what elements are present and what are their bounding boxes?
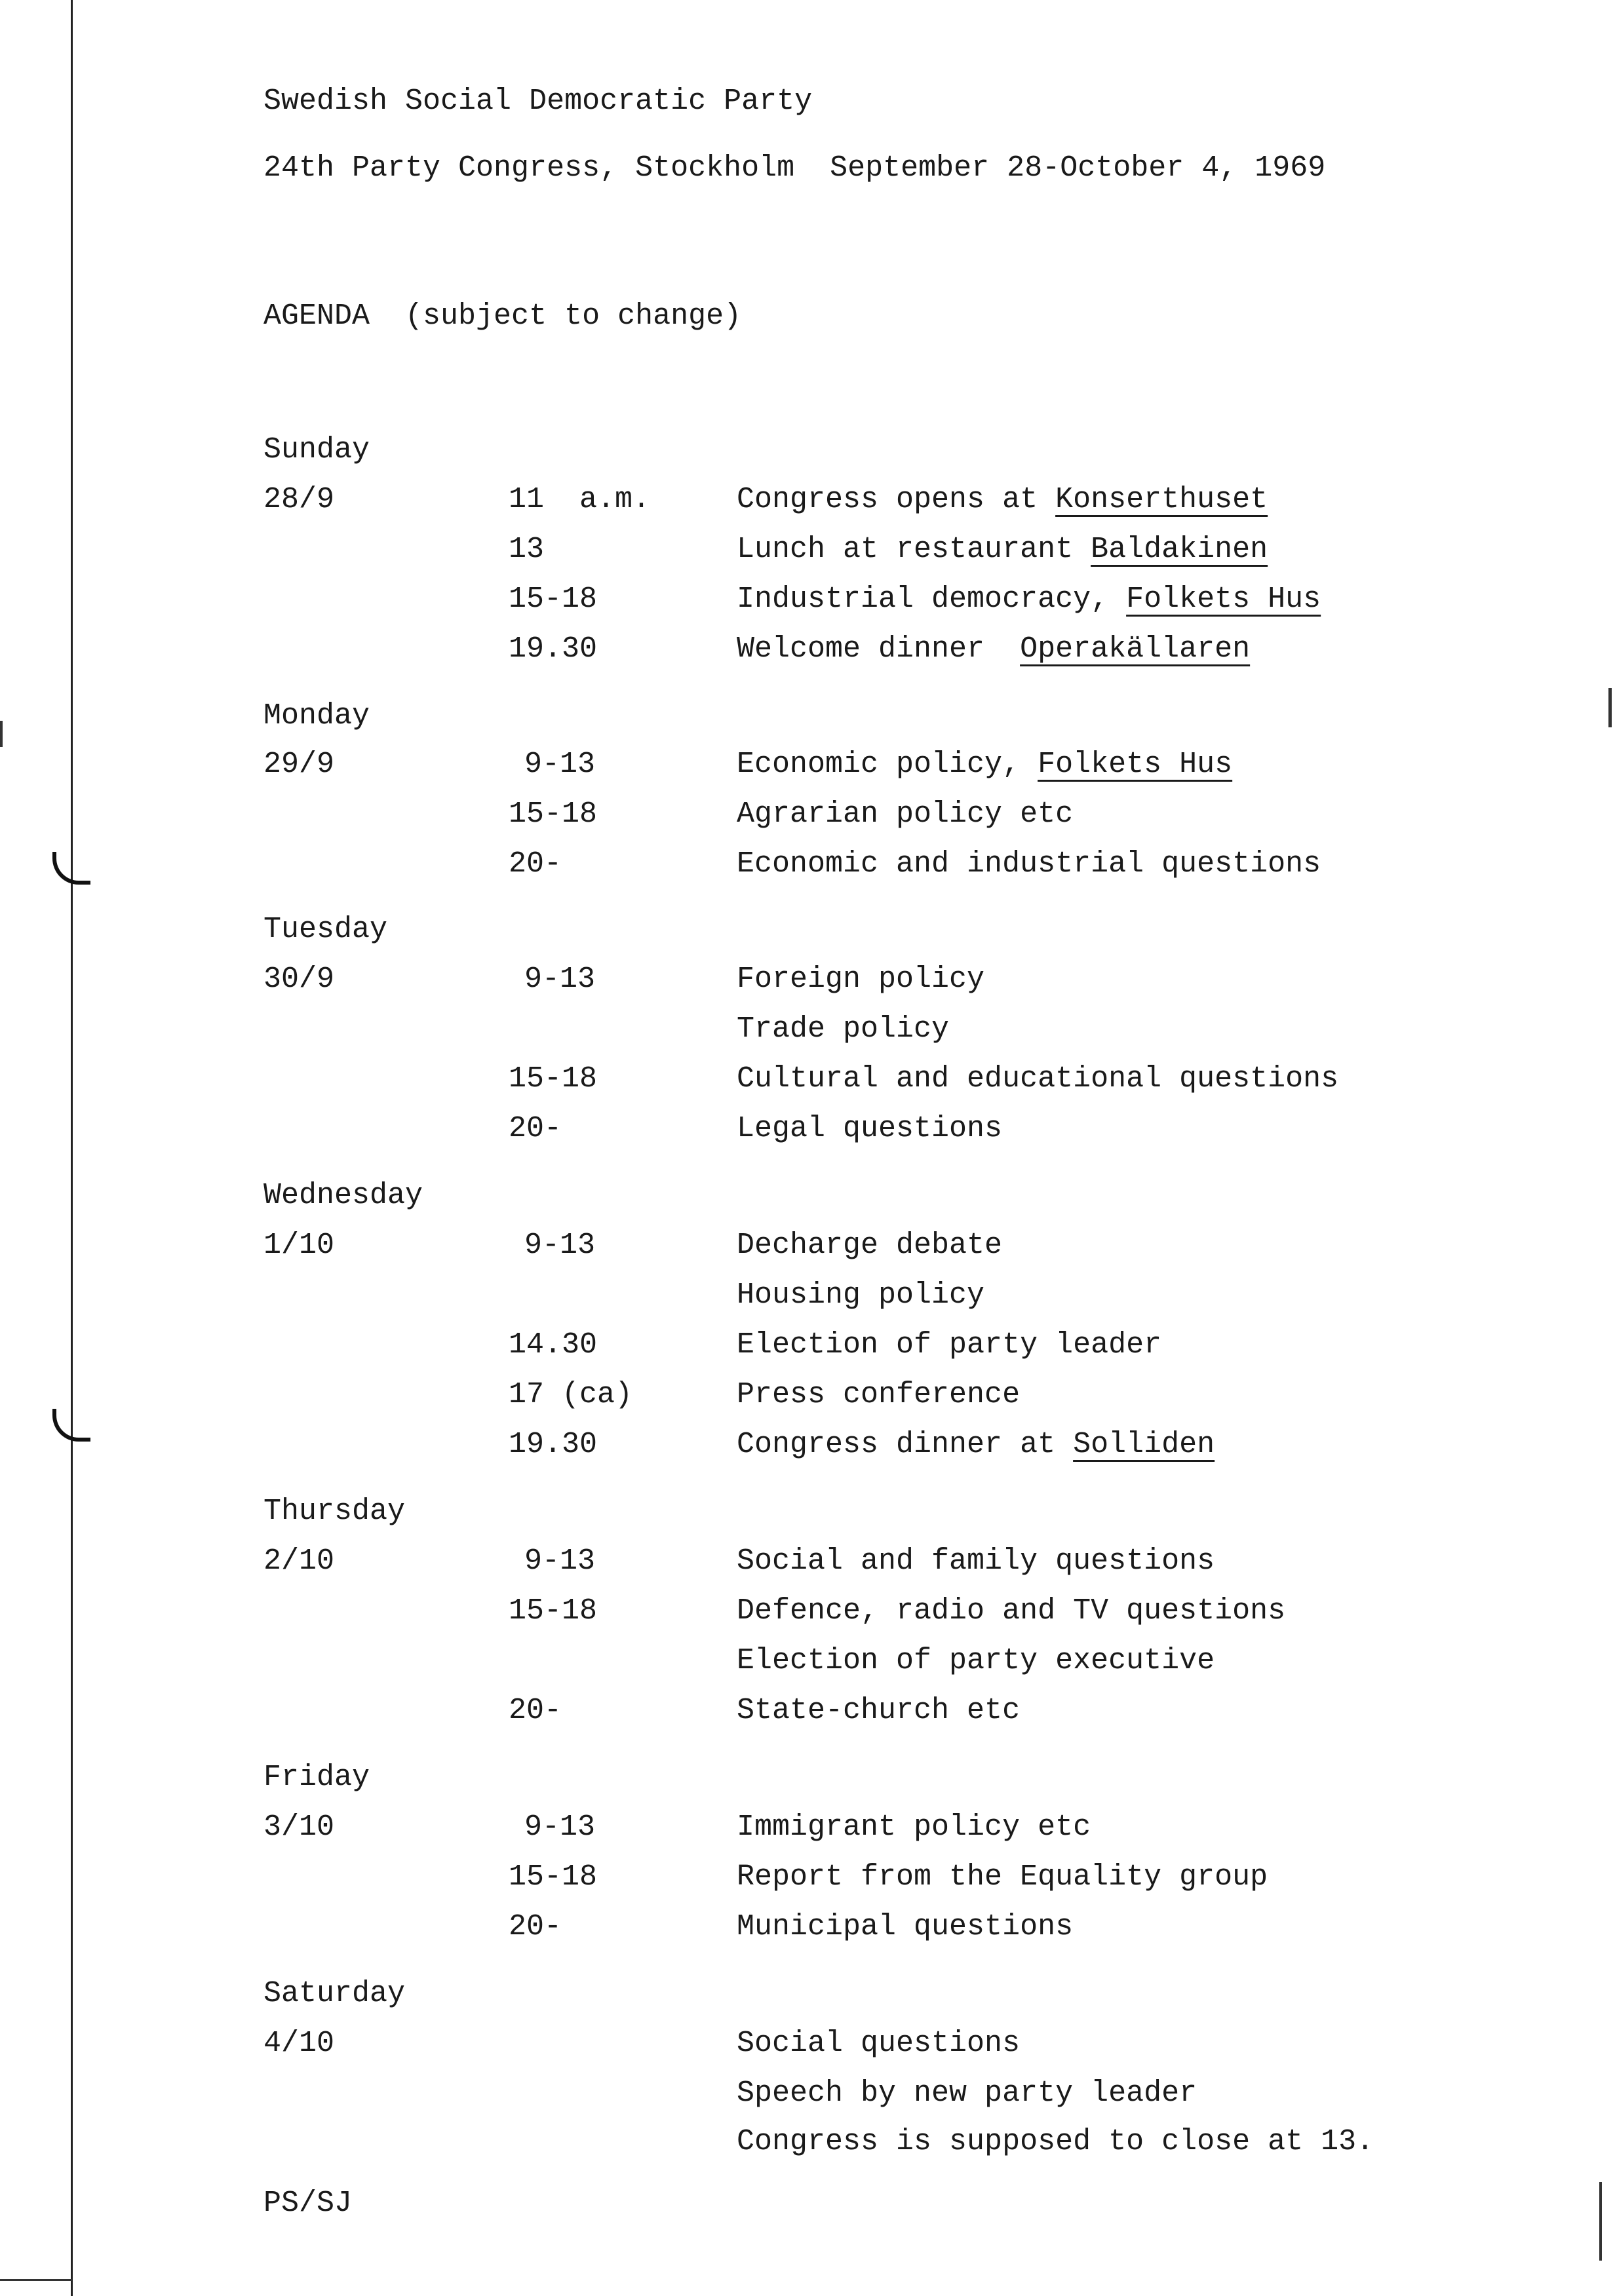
agenda-item-text: Congress dinner at: [737, 1428, 1074, 1461]
agenda-item: Economic and industrial questions: [737, 847, 1321, 881]
day-date: 2/10: [263, 1544, 335, 1578]
agenda-item-text: Congress opens at: [737, 483, 1056, 516]
agenda-item: [737, 584, 1321, 614]
venue-name: Baldakinen: [1091, 533, 1268, 566]
session-time: 9-13: [524, 748, 596, 781]
agenda-item: Speech by new party leader: [737, 2076, 1197, 2110]
day-date: 30/9: [263, 963, 335, 996]
session-time: 9-13: [524, 1544, 596, 1578]
venue-name: Folkets Hus: [1038, 748, 1233, 781]
day-name: Wednesday: [263, 1179, 423, 1212]
congress-title: 24th Party Congress, Stockholm September 28-October 4, 1969: [263, 151, 1326, 185]
agenda-item: Election of party leader: [737, 1328, 1162, 1362]
session-time: 19.30: [509, 632, 598, 666]
day-date: 1/10: [263, 1229, 335, 1262]
agenda-item: Social questions: [737, 2027, 1021, 2060]
agenda-item: [737, 634, 1250, 664]
session-time: 15-18: [509, 583, 598, 616]
session-time: 13: [509, 533, 545, 566]
agenda-item: Legal questions: [737, 1112, 1003, 1145]
session-time: 9-13: [524, 1229, 596, 1262]
agenda-item: [737, 1430, 1215, 1459]
agenda-item-text: Lunch at restaurant: [737, 533, 1091, 566]
day-name: Saturday: [263, 1977, 406, 2010]
session-time: 14.30: [509, 1328, 598, 1362]
scan-artifact: [1608, 688, 1612, 727]
agenda-item: State-church etc: [737, 1694, 1021, 1727]
venue-name: Solliden: [1073, 1428, 1215, 1461]
agenda-item: Immigrant policy etc: [737, 1810, 1091, 1844]
session-time: 19.30: [509, 1428, 598, 1461]
agenda-item: Housing policy: [737, 1278, 985, 1312]
venue-name: Konserthuset: [1055, 483, 1268, 516]
agenda-item: Report from the Equality group: [737, 1860, 1268, 1894]
agenda-item: Cultural and educational questions: [737, 1062, 1339, 1096]
agenda-item-text: Welcome dinner: [737, 632, 1021, 666]
agenda-heading: AGENDA (subject to change): [263, 299, 742, 333]
session-time: 9-13: [524, 963, 596, 996]
session-time: 11 a.m.: [509, 483, 651, 516]
agenda-item: Agrarian policy etc: [737, 797, 1074, 831]
day-name: Thursday: [263, 1495, 406, 1528]
scan-artifact: [0, 721, 3, 747]
day-name: Sunday: [263, 433, 370, 467]
day-name: Monday: [263, 699, 370, 733]
agenda-item-text: Industrial democracy,: [737, 583, 1127, 616]
agenda-item: [737, 485, 1268, 514]
agenda-item: Trade policy: [737, 1012, 950, 1046]
session-time: 15-18: [509, 1062, 598, 1096]
agenda-item: [737, 750, 1232, 779]
scan-artifact: [1599, 2182, 1602, 2261]
organization-name: Swedish Social Democratic Party: [263, 85, 813, 118]
punch-hole-mark: [52, 852, 90, 885]
venue-name: Operakällaren: [1020, 632, 1251, 666]
agenda-item: Social and family questions: [737, 1544, 1215, 1578]
session-time: 15-18: [509, 1594, 598, 1628]
day-name: Friday: [263, 1761, 370, 1794]
binding-margin-line: [71, 0, 73, 2296]
punch-hole-mark: [52, 1409, 90, 1442]
agenda-item: Foreign policy: [737, 963, 985, 996]
agenda-item: Press conference: [737, 1378, 1021, 1411]
day-date: 3/10: [263, 1810, 335, 1844]
agenda-item: Election of party executive: [737, 1644, 1215, 1677]
session-time: 20-: [509, 1694, 562, 1727]
session-time: 17 (ca): [509, 1378, 633, 1411]
venue-name: Folkets Hus: [1126, 583, 1321, 616]
author-initials: PS/SJ: [263, 2187, 353, 2220]
day-date: 28/9: [263, 483, 335, 516]
session-time: 9-13: [524, 1810, 596, 1844]
day-date: 4/10: [263, 2027, 335, 2060]
agenda-item: Municipal questions: [737, 1910, 1074, 1943]
session-time: 20-: [509, 1112, 562, 1145]
agenda-item: Decharge debate: [737, 1229, 1003, 1262]
session-time: 20-: [509, 1910, 562, 1943]
agenda-item: Congress is supposed to close at 13.: [737, 2125, 1374, 2158]
day-date: 29/9: [263, 748, 335, 781]
day-name: Tuesday: [263, 913, 388, 946]
agenda-item-text: Economic policy,: [737, 748, 1038, 781]
scan-artifact: [0, 2279, 72, 2281]
session-time: 15-18: [509, 1860, 598, 1894]
session-time: 20-: [509, 847, 562, 881]
agenda-item: [737, 535, 1268, 564]
agenda-item: Defence, radio and TV questions: [737, 1594, 1286, 1628]
session-time: 15-18: [509, 797, 598, 831]
